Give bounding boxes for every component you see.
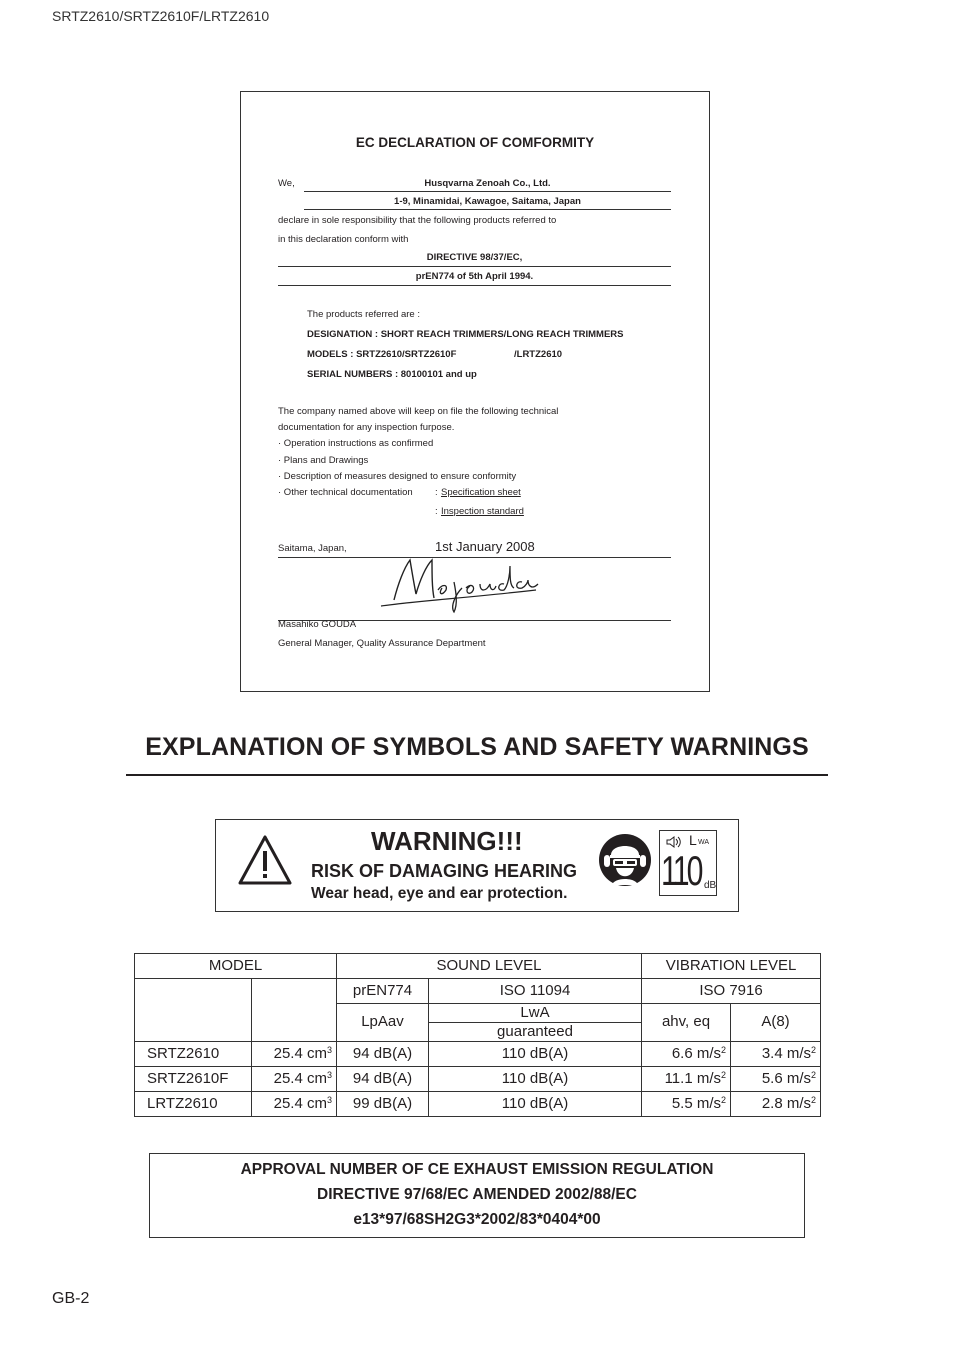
models-label: MODELS : SRTZ2610/SRTZ2610F	[307, 349, 457, 360]
warning-title: WARNING!!!	[371, 826, 523, 856]
address-underline	[304, 209, 671, 210]
row-model: SRTZ2610F	[135, 1067, 252, 1092]
row-lwa: 110 dB(A)	[429, 1067, 642, 1092]
header-sound-level: SOUND LEVEL	[337, 954, 642, 979]
row-lpaav: 99 dB(A)	[337, 1092, 429, 1117]
header-pren774: prEN774	[337, 979, 429, 1004]
declaration-box	[240, 91, 710, 692]
doc-line-1: The company named above will keep on file the following technical	[278, 406, 559, 417]
signatory-position: General Manager, Quality Assurance Department	[278, 638, 486, 649]
header-model: MODEL	[135, 954, 337, 979]
approval-line-2: DIRECTIVE 97/68/EC AMENDED 2002/88/EC	[317, 1186, 637, 1203]
header-models: SRTZ2610/SRTZ2610F/LRTZ2610	[52, 8, 270, 24]
signatory-name: Masahiko GOUDA	[278, 619, 357, 630]
lwa-unit: dB	[704, 880, 717, 891]
row-lwa: 110 dB(A)	[429, 1092, 642, 1117]
row-lwa: 110 dB(A)	[429, 1042, 642, 1067]
header-empty-model	[135, 979, 252, 1042]
header-empty-displacement	[252, 979, 337, 1042]
table-row	[135, 1092, 821, 1117]
company-name: Husqvarna Zenoah Co., Ltd.	[424, 178, 551, 189]
header-guaranteed: guaranteed	[429, 1023, 642, 1042]
header-iso11094: ISO 11094	[429, 979, 642, 1004]
section-title-rule	[126, 774, 828, 776]
lwa-subscript: WA	[698, 839, 710, 846]
header-ahv: ahv, eq	[642, 1004, 731, 1042]
signature-image	[376, 554, 546, 616]
row-a8: 2.8 $m/s^2$	[731, 1092, 821, 1117]
header-iso7916: ISO 7916	[642, 979, 821, 1004]
row-displacement: 25.4 $cm^3$	[252, 1067, 337, 1092]
spec-sheet: Specification sheet	[441, 487, 521, 498]
row-model: SRTZ2610	[135, 1042, 252, 1067]
header-vibration-level: VIBRATION LEVEL	[642, 954, 821, 979]
approval-line-1: APPROVAL NUMBER OF CE EXHAUST EMISSION REGULATION	[240, 1161, 714, 1178]
table-header-row-2	[135, 979, 821, 1004]
row-displacement: 25.4 $cm^3$	[252, 1092, 337, 1117]
page-number: GB-2	[52, 1290, 90, 1307]
row-lpaav: 94 dB(A)	[337, 1042, 429, 1067]
table-row	[135, 1067, 821, 1092]
doc-line-2: documentation for any inspection furpose.	[278, 422, 455, 433]
designation: DESIGNATION : SHORT REACH TRIMMERS/LONG REACH TRIMMERS	[307, 329, 624, 340]
doc-item-1: · Operation instructions as confirmed	[278, 438, 434, 449]
warning-triangle-icon	[236, 833, 294, 887]
insp-standard: Inspection standard	[441, 506, 524, 517]
doc-item-4: · Other technical documentation	[278, 487, 413, 498]
spec-prefix: :	[435, 487, 438, 498]
row-ahv: 5.5 $m/s^2$	[642, 1092, 731, 1117]
models-extra: /LRTZ2610	[514, 349, 563, 360]
header-a8: A(8)	[731, 1004, 821, 1042]
header-lwa: LwA	[429, 1004, 642, 1023]
row-a8: 5.6 $m/s^2$	[731, 1067, 821, 1092]
date: 1st January 2008	[435, 539, 535, 554]
table-header-row-1	[135, 954, 821, 979]
row-ahv: 11.1 $m/s^2$	[642, 1067, 731, 1092]
we-label: We,	[278, 178, 295, 189]
warning-line-2: Wear head, eye and ear protection.	[311, 885, 568, 902]
warning-line-1: RISK OF DAMAGING HEARING	[311, 861, 578, 881]
lwa-value: 110	[661, 847, 701, 894]
directive-2-underline	[278, 285, 671, 286]
protective-gear-icon	[598, 833, 652, 887]
insp-prefix: :	[435, 506, 438, 517]
row-ahv: 6.6 $m/s^2$	[642, 1042, 731, 1067]
company-underline	[304, 191, 671, 192]
company-address: 1-9, Minamidai, Kawagoe, Saitama, Japan	[394, 196, 581, 207]
lwa-letter: L	[689, 832, 697, 848]
declare-line-2: in this declaration conform with	[278, 234, 409, 245]
row-model: LRTZ2610	[135, 1092, 252, 1117]
sound-power-label	[659, 830, 717, 896]
declare-line-1: declare in sole responsibility that the following products referred to	[278, 215, 557, 226]
directive-1-underline	[278, 266, 671, 267]
doc-item-2: · Plans and Drawings	[278, 455, 369, 466]
doc-item-3: · Description of measures designed to ensure conformity	[278, 471, 517, 482]
approval-box	[149, 1153, 805, 1238]
approval-line-3: e13*97/68SH2G3*2002/83*0404*00	[353, 1211, 601, 1228]
place: Saitama, Japan,	[278, 543, 347, 554]
row-a8: 3.4 $m/s^2$	[731, 1042, 821, 1067]
row-displacement: 25.4 $cm^3$	[252, 1042, 337, 1067]
directive-2: prEN774 of 5th April 1994.	[415, 271, 534, 282]
products-intro: The products referred are :	[307, 309, 420, 320]
section-title: EXPLANATION OF SYMBOLS AND SAFETY WARNINGS	[145, 733, 809, 761]
table-row	[135, 1042, 821, 1067]
header-lpaav: LpAav	[337, 1004, 429, 1042]
sound-vibration-table	[134, 953, 821, 1117]
directive-1: DIRECTIVE 98/37/EC,	[426, 252, 523, 263]
serial-numbers: SERIAL NUMBERS : 80100101 and up	[307, 369, 477, 380]
warning-box	[215, 819, 739, 912]
declaration-title: EC DECLARATION OF COMFORMITY	[355, 135, 595, 150]
row-lpaav: 94 dB(A)	[337, 1067, 429, 1092]
